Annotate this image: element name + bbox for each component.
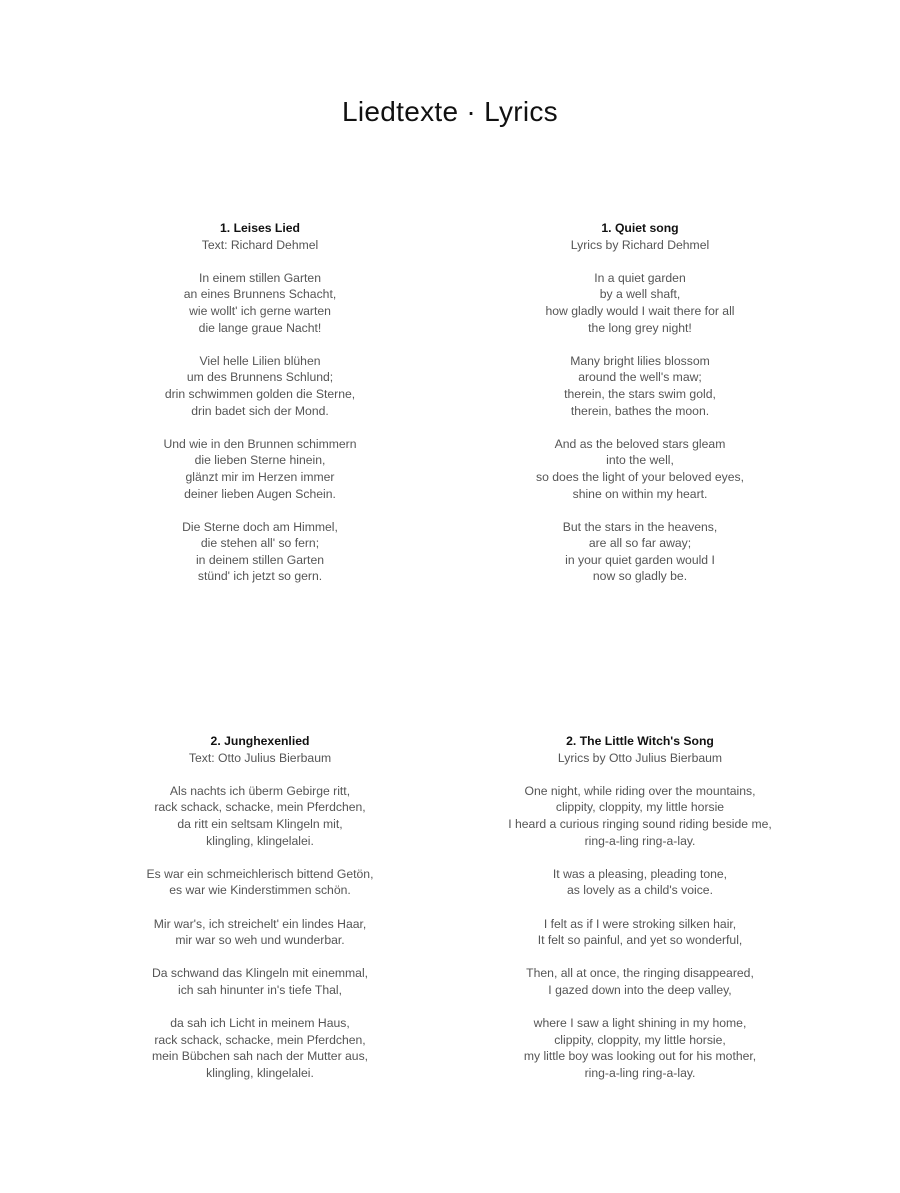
song-credit: Lyrics by Richard Dehmel (570, 237, 710, 252)
stanza (470, 353, 810, 419)
song-title: 2. Junghexenlied (210, 734, 310, 748)
lyric-line: glänzt mir im Herzen immer (185, 469, 335, 484)
stanza (470, 783, 810, 849)
lyric-line: Da schwand das Klingeln mit einemmal, (151, 966, 369, 981)
lyric-line: therein, the stars swim gold, (564, 386, 716, 401)
lyric-line: One night, while riding over the mountains, (524, 783, 756, 798)
stanza (90, 519, 430, 585)
lyric-line: Als nachts ich überm Gebirge ritt, (169, 783, 351, 798)
lyric-line: my little boy was looking out for his mother, (523, 1049, 757, 1064)
stanza (90, 965, 430, 998)
lyric-line: Mir war's, ich streichelt' ein lindes Haar, (153, 916, 367, 931)
song-credit: Lyrics by Otto Julius Bierbaum (557, 750, 723, 765)
lyric-line: ich sah hinunter in's tiefe Thal, (177, 982, 343, 997)
stanza (470, 965, 810, 998)
lyric-line: the long grey night! (588, 320, 692, 335)
lyric-line: therein, bathes the moon. (570, 403, 710, 418)
stanza (90, 866, 430, 899)
lyric-line: into the well, (606, 453, 674, 468)
stanza (470, 519, 810, 585)
lyric-line: I gazed down into the deep valley, (548, 982, 732, 997)
lyric-line: so does the light of your beloved eyes, (536, 469, 744, 484)
lyric-line: are all so far away; (588, 536, 692, 551)
lyric-line: In einem stillen Garten (199, 270, 321, 285)
song-leises-lied-german (90, 220, 430, 585)
lyric-line: clippity, cloppity, my little horsie, (554, 1032, 726, 1047)
lyric-line: rack schack, schacke, mein Pferdchen, (154, 800, 366, 815)
lyric-line: mein Bübchen sah nach der Mutter aus, (151, 1049, 369, 1064)
song-credit: Text: Otto Julius Bierbaum (188, 750, 332, 765)
stanza (90, 436, 430, 502)
lyric-line: Then, all at once, the ringing disappeared, (526, 966, 754, 981)
lyric-line: by a well shaft, (599, 287, 681, 302)
lyric-line: Die Sterne doch am Himmel, (182, 519, 338, 534)
song-title: 1. Leises Lied (220, 221, 300, 235)
page-title: Liedtexte · Lyrics (341, 96, 558, 127)
lyric-line: I heard a curious ringing sound riding beside me, (508, 816, 772, 831)
lyric-line: in deinem stillen Garten (195, 552, 325, 567)
song-title: 2. The Little Witch's Song (566, 734, 714, 748)
song-quiet-song-english (470, 220, 810, 585)
lyric-line: It felt so painful, and yet so wonderful, (537, 933, 743, 948)
stanza (90, 783, 430, 849)
lyric-line: rack schack, schacke, mein Pferdchen, (154, 1032, 366, 1047)
lyric-line: klingling, klingelalei. (206, 1065, 314, 1080)
stanza (470, 1015, 810, 1081)
lyric-line: how gladly would I wait there for all (545, 303, 735, 318)
lyric-line: um des Brunnens Schlund; (186, 370, 334, 385)
lyric-line: ring-a-ling ring-a-lay. (584, 1065, 696, 1080)
song-stanzas (90, 270, 430, 585)
lyric-line: And as the beloved stars gleam (554, 436, 726, 451)
stanza (90, 270, 430, 336)
lyric-line: ring-a-ling ring-a-lay. (584, 833, 696, 848)
lyric-line: now so gladly be. (592, 569, 688, 584)
lyric-line: Many bright lilies blossom (570, 353, 710, 368)
lyric-line: an eines Brunnens Schacht, (183, 287, 337, 302)
lyric-line: It was a pleasing, pleading tone, (552, 866, 728, 881)
stanza (470, 270, 810, 336)
song-credit: Text: Richard Dehmel (201, 237, 319, 252)
lyric-line: clippity, cloppity, my little horsie (555, 800, 725, 815)
lyric-line: deiner lieben Augen Schein. (184, 486, 336, 501)
lyric-line: as lovely as a child's voice. (567, 883, 713, 898)
song-stanzas (470, 783, 810, 1082)
lyric-line: die stehen all' so fern; (200, 536, 320, 551)
stanza (90, 1015, 430, 1081)
song-junghexenlied-german (90, 733, 430, 1081)
lyric-line: Und wie in den Brunnen schimmern (163, 436, 357, 451)
lyric-line: But the stars in the heavens, (562, 519, 718, 534)
stanza (90, 916, 430, 949)
lyric-line: Es war ein schmeichlerisch bittend Getön, (146, 866, 374, 881)
lyric-line: drin schwimmen golden die Sterne, (164, 386, 356, 401)
lyric-line: es war wie Kinderstimmen schön. (169, 883, 351, 898)
lyric-line: da ritt ein seltsam Klingeln mit, (177, 816, 343, 831)
lyric-line: klingling, klingelalei. (206, 833, 314, 848)
stanza (470, 436, 810, 502)
lyric-line: stünd' ich jetzt so gern. (197, 569, 323, 584)
lyric-line: Viel helle Lilien blühen (199, 353, 321, 368)
lyric-line: mir war so weh und wunderbar. (175, 933, 345, 948)
lyric-line: die lieben Sterne hinein, (194, 453, 326, 468)
lyric-line: where I saw a light shining in my home, (533, 1016, 747, 1031)
song-stanzas (90, 783, 430, 1082)
lyric-line: wie wollt' ich gerne warten (189, 303, 331, 318)
lyric-line: In a quiet garden (594, 270, 686, 285)
lyric-line: shine on within my heart. (572, 486, 708, 501)
stanza (90, 353, 430, 419)
lyric-line: in your quiet garden would I (565, 552, 715, 567)
lyric-line: around the well's maw; (578, 370, 702, 385)
song-stanzas (470, 270, 810, 585)
song-little-witch-english (470, 733, 810, 1081)
lyric-line: da sah ich Licht in meinem Haus, (170, 1016, 350, 1031)
lyric-line: die lange graue Nacht! (198, 320, 322, 335)
stanza (470, 916, 810, 949)
song-title: 1. Quiet song (601, 221, 679, 235)
stanza (470, 866, 810, 899)
lyric-line: drin badet sich der Mond. (191, 403, 329, 418)
lyric-line: I felt as if I were stroking silken hair, (543, 916, 737, 931)
